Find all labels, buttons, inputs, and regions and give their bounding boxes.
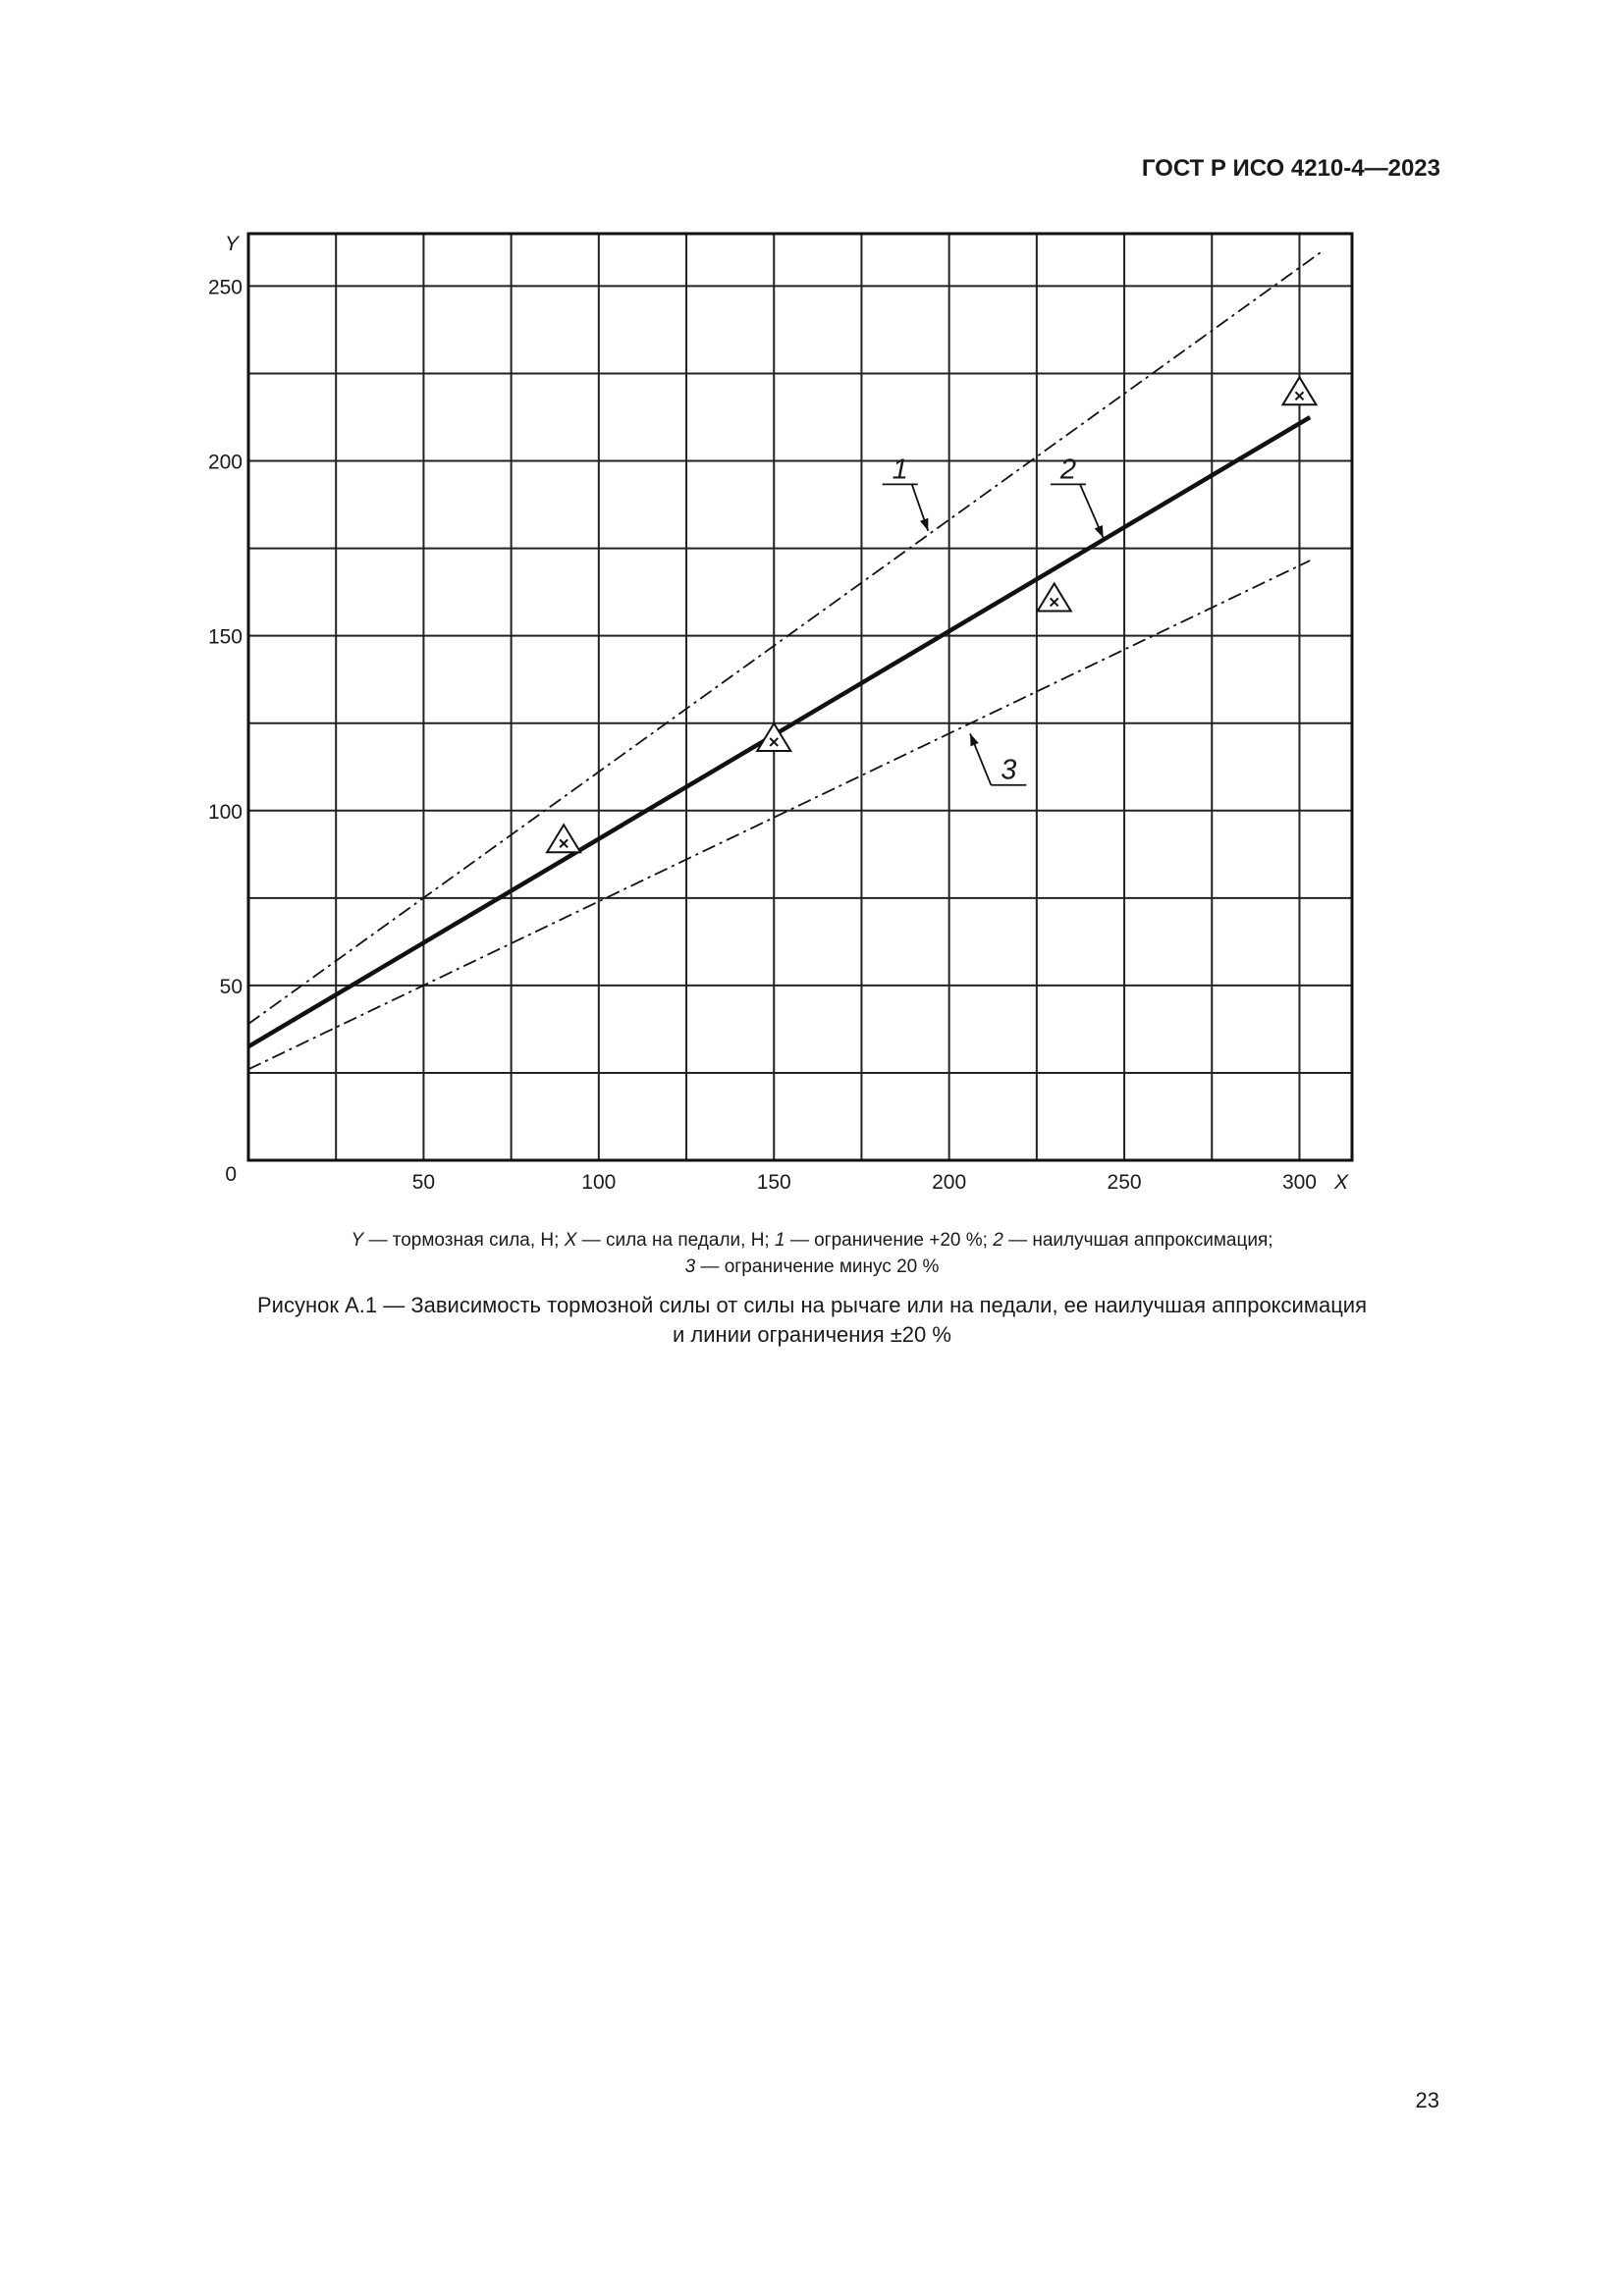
legend-1-text: — ограничение +20 %; [785,1230,994,1251]
legend-line-1 [0,1227,1624,1254]
x-tick-label: 100 [581,1171,617,1194]
legend-y-symbol: Y [351,1230,364,1251]
triangle-marker-icon [547,825,580,852]
legend-x-text: — сила на педали, Н; [576,1230,775,1251]
figure-caption [0,1291,1624,1350]
curve-label-1: 1 [892,454,908,486]
x-tick-label: 150 [756,1171,791,1194]
y-axis-label: Y [224,233,239,255]
x-tick-label: 300 [1281,1171,1317,1194]
legend-2-symbol: 2 [993,1230,1003,1251]
legend-2-text: — наилучшая аппроксимация; [1002,1230,1273,1251]
data-point-marker [1038,583,1071,611]
y-tick-label: 250 [207,276,243,299]
legend-3-text: — ограничение минус 20 % [695,1256,940,1277]
document-id: ГОСТ Р ИСО 4210-4—2023 [1141,155,1440,182]
curve-label-2: 2 [1059,454,1077,486]
series-line-1 [248,252,1321,1024]
curve-label-3: 3 [1001,754,1017,786]
x-tick-label: 200 [932,1171,967,1194]
triangle-marker-icon [1282,377,1316,404]
data-point-marker [547,825,580,852]
x-axis-label: X [1333,1171,1348,1194]
caption-line-1: Рисунок А.1 — Зависимость тормозной силы от силы на рычаге или на педали, ее наилучшая аппроксимация [256,1293,1368,1317]
x-tick-label: 50 [411,1171,436,1194]
leader-arrowhead [970,733,979,746]
y-tick-label: 100 [207,800,243,824]
y-tick-label: 200 [207,451,243,474]
legend-x-symbol: X [564,1230,577,1251]
data-point-marker [1282,377,1316,404]
leader-arrowhead [920,518,928,531]
x-tick-label: 250 [1107,1171,1142,1194]
legend-3-symbol: 3 [684,1256,696,1277]
page-number: 23 [1415,2088,1439,2112]
y-tick-label: 150 [207,625,243,649]
legend-line-2 [0,1254,1624,1280]
series-line-3 [248,561,1310,1069]
leader-arrowhead [1095,525,1104,538]
legend-y-text: — тормозная сила, Н; [363,1230,565,1251]
figure-legend [0,1227,1624,1280]
triangle-marker-icon [1038,583,1071,611]
legend-1-symbol: 1 [774,1230,785,1251]
caption-line-2: и линии ограничения ±20 % [673,1322,951,1347]
y-tick-label: 50 [219,975,243,998]
origin-label: 0 [225,1163,237,1186]
